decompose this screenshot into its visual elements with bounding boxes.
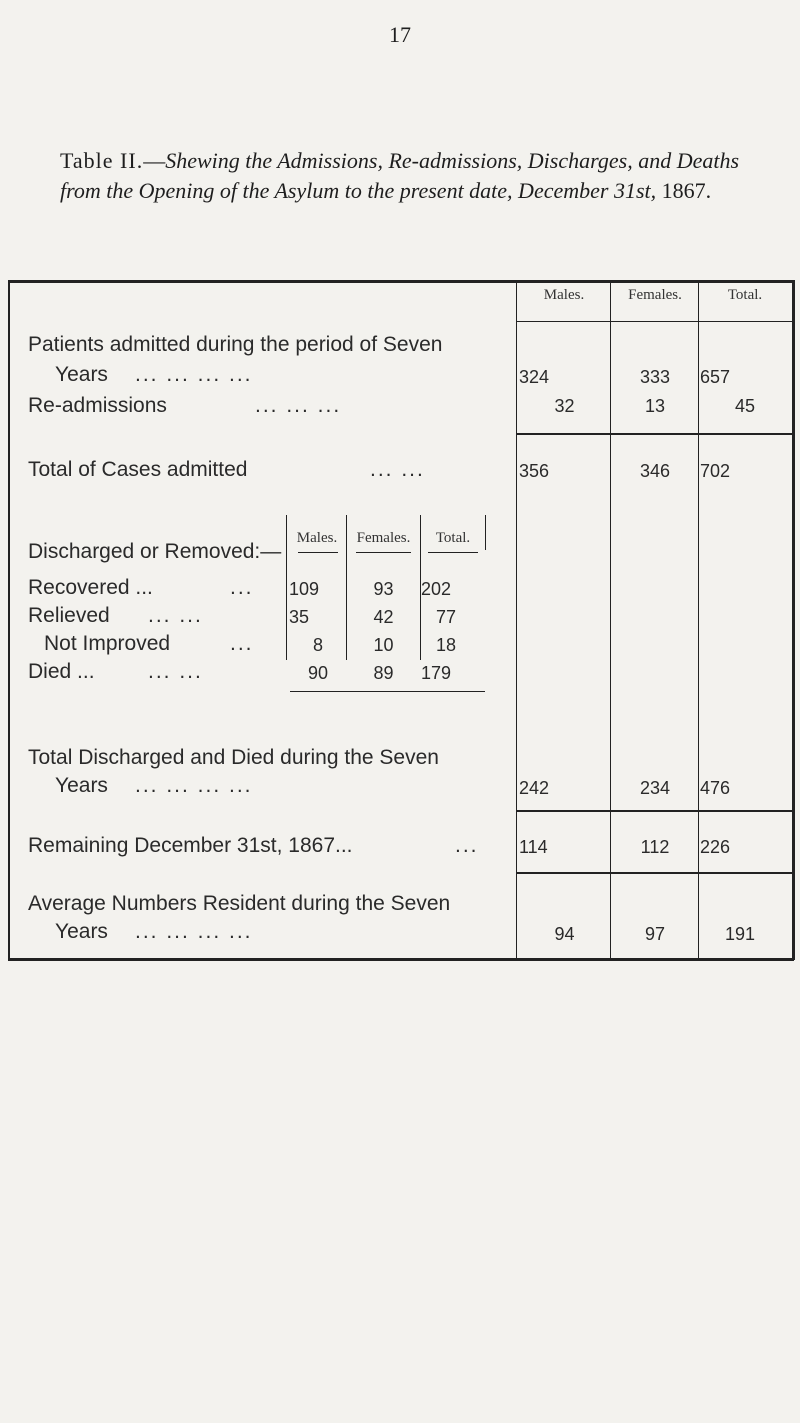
average-females: 97 [644,924,666,944]
recovered-males: 109 [289,579,320,599]
admitted-total: 657 [700,367,731,387]
readmissions-label: Re-admissions [28,394,167,417]
table-left-rule [8,280,10,960]
died-females: 89 [373,663,394,683]
readmissions-dots: ... ... ... [255,394,342,417]
discharged-label: Discharged or Removed:— [28,540,282,563]
died-males: 90 [307,663,329,683]
total-discharged-underline [517,810,792,812]
total-admitted-females: 346 [639,461,671,481]
caption-year: 1867. [656,178,712,203]
total-admitted-label: Total of Cases admitted [28,458,248,481]
caption-dash: — [143,148,166,173]
total-admitted-total: 702 [700,461,731,481]
col-header-males: Males. [543,287,585,303]
remaining-dots: ... [455,834,479,857]
recovered-total: 202 [421,579,452,599]
relieved-males: 35 [289,607,310,627]
recovered-label: Recovered ... [28,576,153,599]
header-underline-males [517,321,610,322]
admitted-label-line1: Patients admitted during the period of Seven [28,333,443,356]
total-discharged-total: 476 [700,778,731,798]
readmissions-females: 13 [644,396,666,416]
relieved-label: Relieved [28,604,110,627]
remaining-females: 112 [640,837,670,857]
remaining-males: 114 [519,837,548,857]
not-improved-total: 18 [435,635,457,655]
relieved-females: 42 [373,607,394,627]
sub-header-underline-total [428,552,478,553]
readmissions-males: 32 [554,396,575,416]
sub-header-females: Females. [356,530,411,546]
average-label-line2: Years [55,920,108,943]
admitted-females: 333 [639,367,671,387]
caption-lead: Table II. [60,148,144,173]
caption-italic: Shewing the Admissions, Re-admissions, Discharges, and Deaths from the Opening of the Asylum to the present date, December 31 [60,148,740,203]
col-header-total: Total. [727,287,763,303]
total-discharged-males: 242 [519,778,550,798]
not-improved-males: 8 [312,635,323,655]
total-admitted-dots: ... ... [370,458,425,481]
sub-header-total: Total. [435,530,471,546]
admitted-dots: ... ... ... ... [135,363,253,386]
remaining-label: Remaining December 31st, 1867... [28,834,353,857]
total-admitted-males: 356 [519,461,550,481]
table-right-rule [792,280,795,960]
col-sep-males [516,282,517,958]
col-sep-total [698,282,699,958]
admitted-males: 324 [519,367,550,387]
header-underline-females [611,321,698,322]
not-improved-females: 10 [373,635,394,655]
header-underline-total [699,321,792,322]
readmissions-underline [517,433,792,435]
sub-table-bottom-rule [290,691,485,692]
average-label-line1: Average Numbers Resident during the Seven [28,892,451,915]
sub-header-males: Males. [296,530,338,546]
sub-col-sep-left [286,515,287,660]
average-total: 191 [724,924,756,944]
page-number: 17 [389,22,411,47]
remaining-underline [517,872,792,874]
died-total: 179 [421,663,452,683]
average-males: 94 [554,924,575,944]
total-discharged-label-line2: Years [55,774,108,797]
sub-col-sep-right [485,515,486,550]
table-bottom-rule [8,958,794,961]
recovered-dots: ... [230,576,254,599]
died-dots: ... ... [148,660,203,683]
not-improved-label: Not Improved [44,632,171,655]
relieved-total: 77 [435,607,457,627]
total-discharged-label-line1: Total Discharged and Died during the Seven [28,746,439,769]
not-improved-dots: ... [230,632,254,655]
relieved-dots: ... ... [148,604,203,627]
total-discharged-females: 234 [639,778,671,798]
table-top-rule [8,280,794,283]
sub-header-underline-females [356,552,411,553]
recovered-females: 93 [373,579,394,599]
average-dots: ... ... ... ... [135,920,253,943]
readmissions-total: 45 [734,396,756,416]
remaining-total: 226 [700,837,731,857]
caption-sup: st, [635,178,657,203]
table-caption [60,146,750,206]
total-discharged-dots: ... ... ... ... [135,774,253,797]
sub-header-underline-males [298,552,338,553]
col-sep-females [610,282,611,958]
admitted-label-line2: Years [55,363,108,386]
col-header-females: Females. [628,287,682,303]
died-label: Died ... [28,660,95,683]
